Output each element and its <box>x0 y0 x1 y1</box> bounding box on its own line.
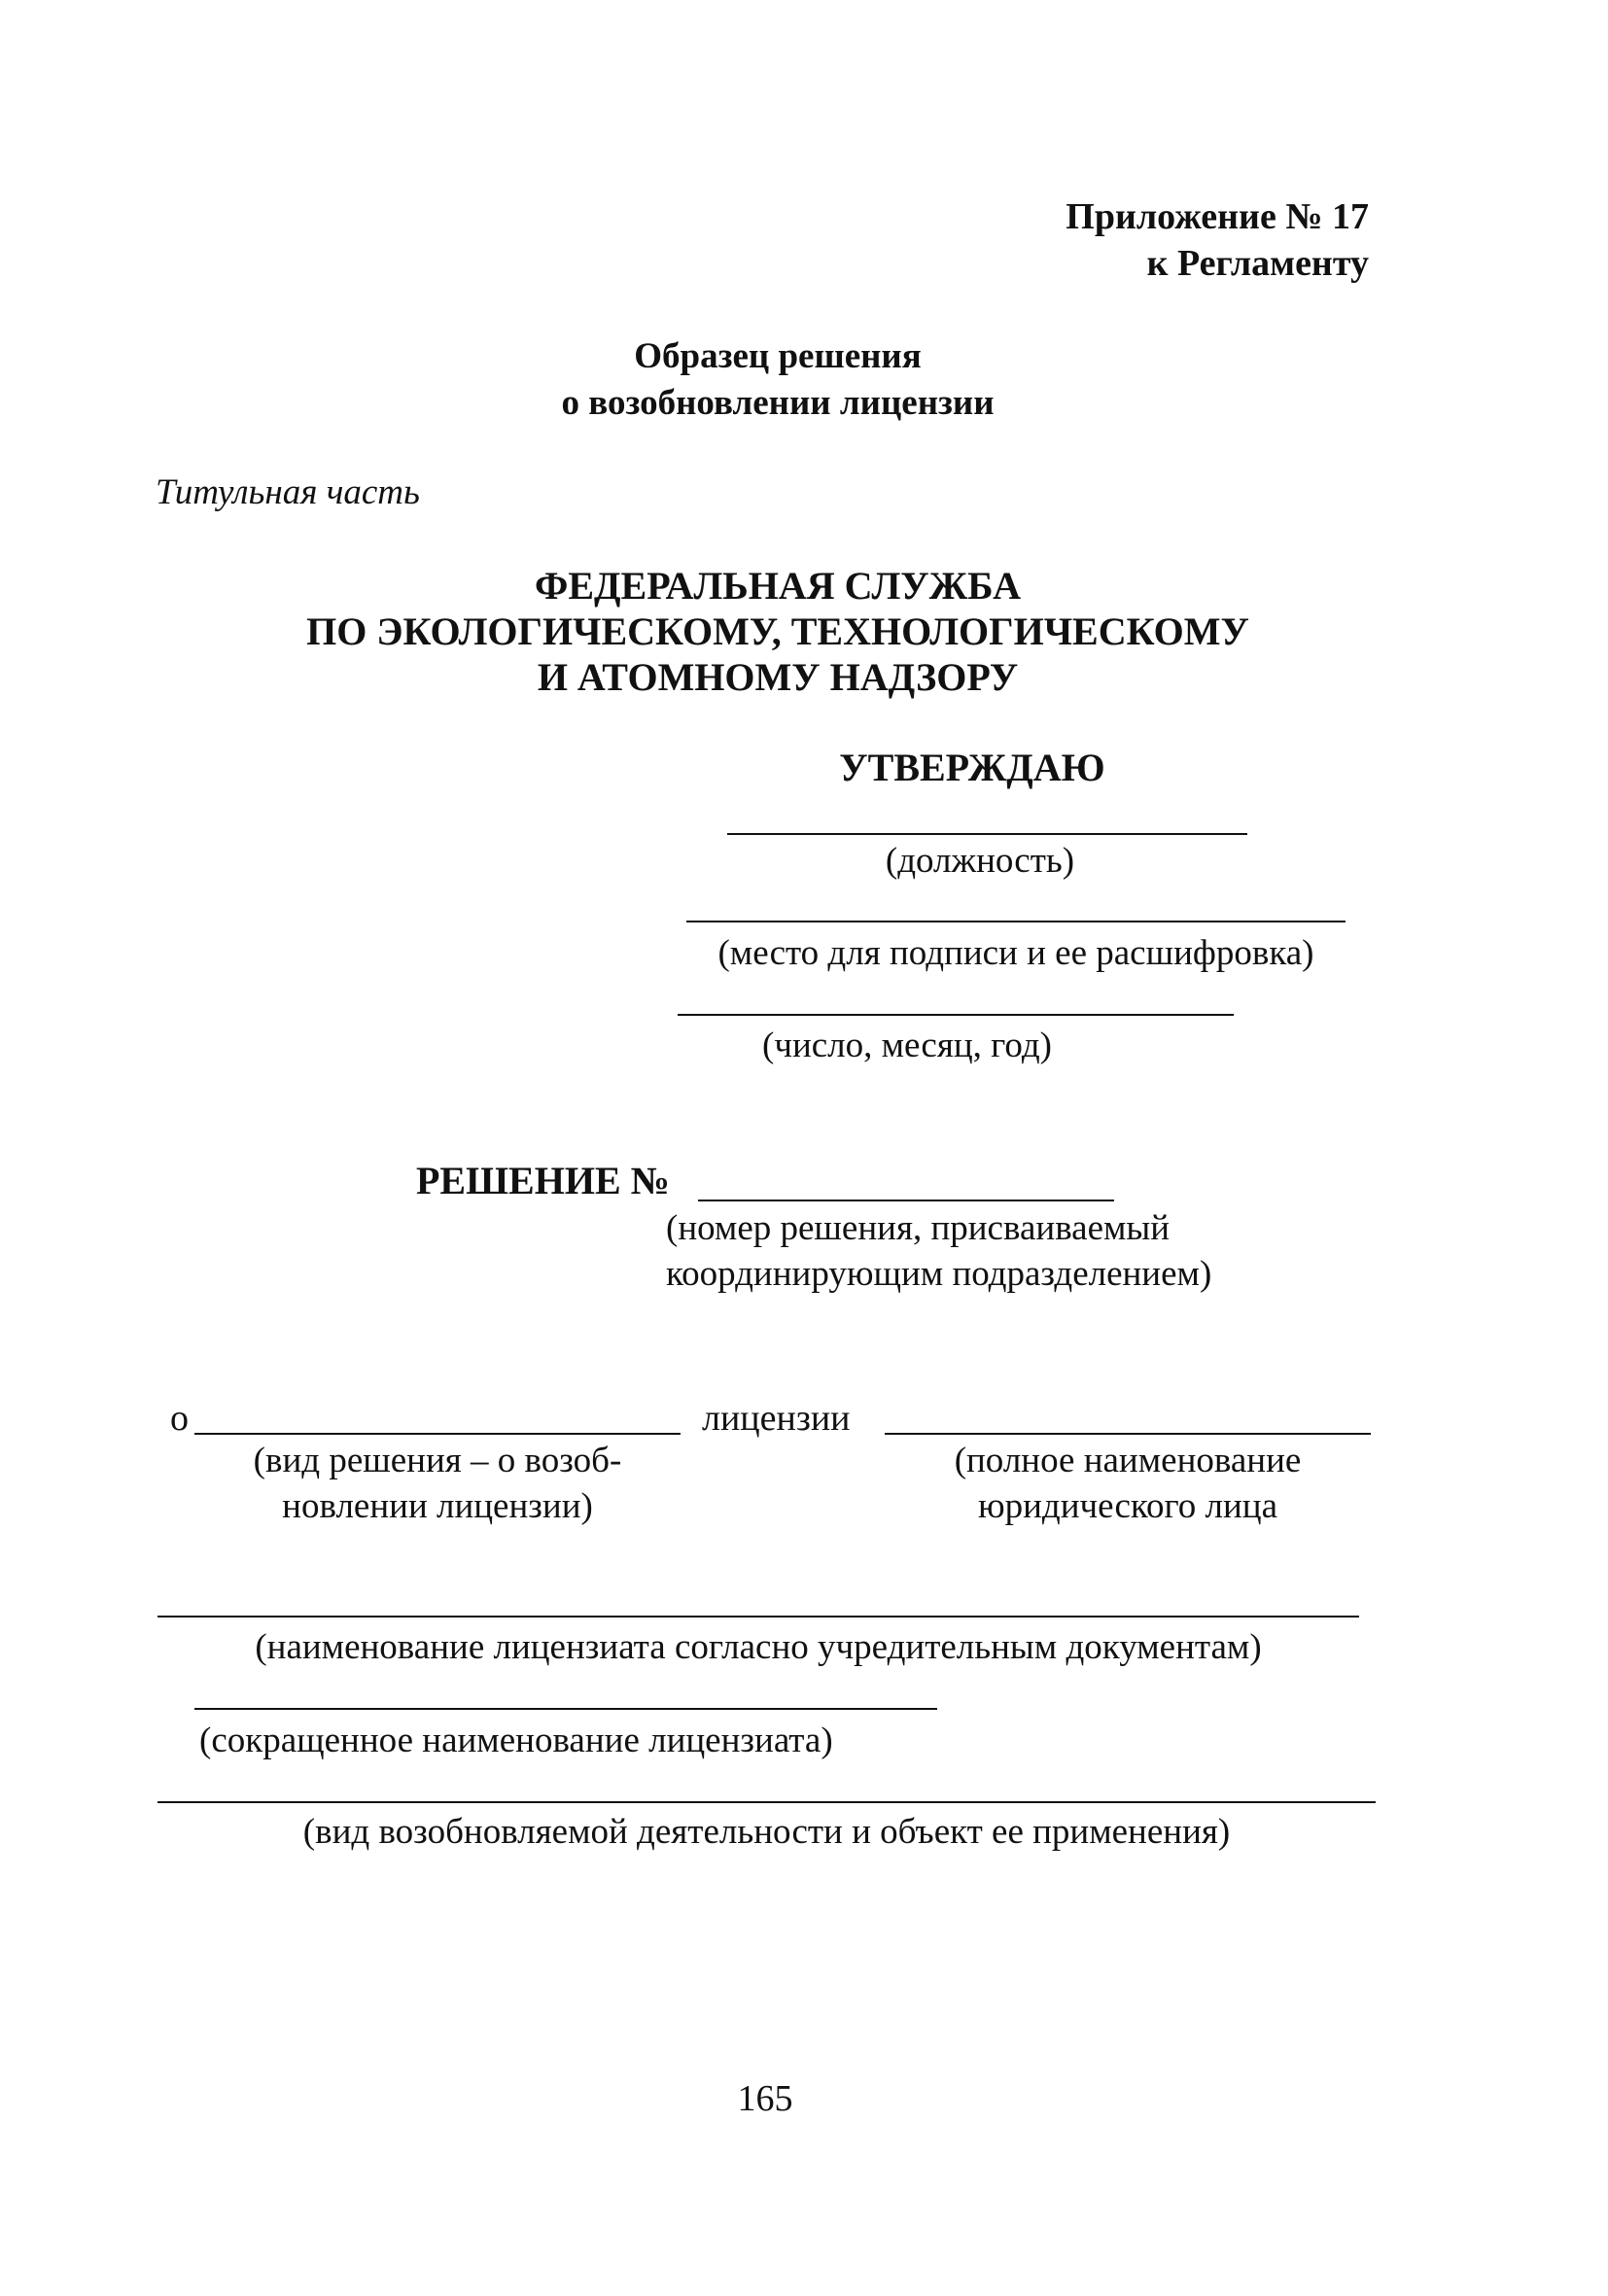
decision-kind-caption-line2: новлении лицензии) <box>282 1486 593 1526</box>
position-caption: (должность) <box>885 841 1075 881</box>
agency-line2: ПО ЭКОЛОГИЧЕСКОМУ, ТЕХНОЛОГИЧЕСКОМУ <box>306 609 1249 653</box>
signature-caption: (место для подписи и ее расшифровка) <box>717 933 1314 973</box>
short-name-caption: (сокращенное наименование лицензиата) <box>199 1721 833 1760</box>
subject-middle: лицензии <box>702 1398 851 1439</box>
activity-line <box>157 1801 1376 1803</box>
activity-caption: (вид возобновляемой деятельности и объект ее применения) <box>302 1812 1231 1852</box>
decision-number-line <box>698 1200 1114 1201</box>
agency-line3: И АТОМНОМУ НАДЗОРУ <box>537 655 1019 699</box>
decision-kind-caption-line1: (вид решения – о возоб- <box>253 1441 622 1480</box>
decision-number-caption-line2: координирующим подразделением) <box>666 1254 1212 1294</box>
decision-kind-line <box>194 1433 681 1435</box>
decision-label: РЕШЕНИЕ № <box>416 1159 670 1202</box>
legal-entity-caption-line2: юридического лица <box>977 1486 1278 1526</box>
short-name-line <box>194 1708 937 1710</box>
date-line <box>678 1014 1234 1016</box>
signature-line <box>686 921 1346 922</box>
doc-title-line2: о возобновлении лицензии <box>561 383 995 423</box>
section-label: Титульная часть <box>156 472 420 512</box>
page-number: 165 <box>737 2078 793 2119</box>
licensee-name-caption: (наименование лицензиата согласно учредительным документам) <box>255 1627 1262 1667</box>
approval-heading: УТВЕРЖДАЮ <box>839 746 1105 789</box>
agency-line1: ФЕДЕРАЛЬНАЯ СЛУЖБА <box>535 564 1021 608</box>
doc-title-line1: Образец решения <box>634 336 922 376</box>
position-line <box>727 833 1247 835</box>
date-caption: (число, месяц, год) <box>762 1026 1052 1065</box>
legal-entity-caption-line1: (полное наименование <box>954 1441 1302 1480</box>
subject-prefix: о <box>170 1398 189 1439</box>
legal-entity-line <box>885 1433 1371 1435</box>
decision-number-caption-line1: (номер решения, присваиваемый <box>666 1208 1171 1248</box>
appendix-reference: к Регламенту <box>1146 243 1369 284</box>
licensee-name-line <box>157 1616 1359 1618</box>
appendix-number: Приложение № 17 <box>1066 196 1369 237</box>
